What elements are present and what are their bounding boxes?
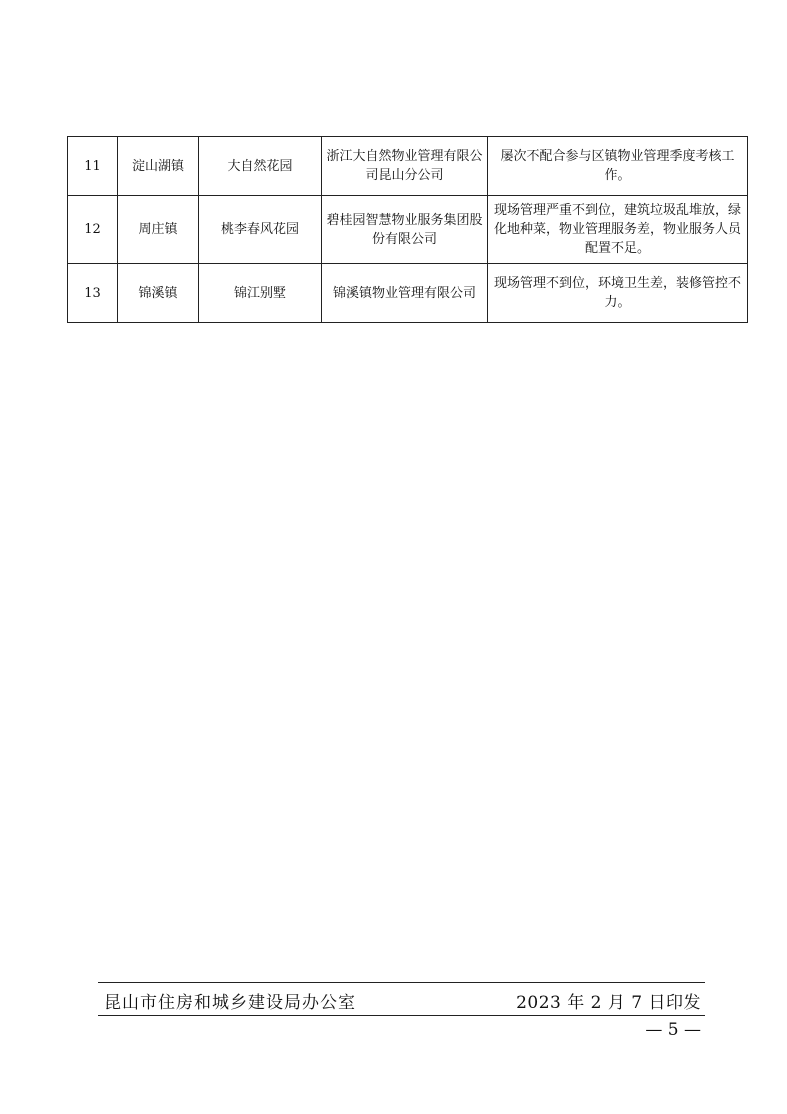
project-cell: 大自然花园 bbox=[199, 137, 322, 196]
print-date: 2023 年 2 月 7 日印发 bbox=[516, 993, 701, 1013]
company-cell: 锦溪镇物业管理有限公司 bbox=[322, 264, 488, 323]
issue-cell: 现场管理不到位，环境卫生差，装修管控不力。 bbox=[488, 264, 748, 323]
town-cell: 淀山湖镇 bbox=[118, 137, 199, 196]
row-number: 11 bbox=[68, 137, 118, 196]
table-row bbox=[68, 264, 748, 323]
company-cell: 浙江大自然物业管理有限公司昆山分公司 bbox=[322, 137, 488, 196]
row-number: 13 bbox=[68, 264, 118, 323]
issuing-office: 昆山市住房和城乡建设局办公室 bbox=[104, 993, 356, 1013]
project-cell: 桃李春风花园 bbox=[199, 196, 322, 264]
row-number: 12 bbox=[68, 196, 118, 264]
company-cell: 碧桂园智慧物业服务集团股份有限公司 bbox=[322, 196, 488, 264]
town-cell: 周庄镇 bbox=[118, 196, 199, 264]
table-row bbox=[68, 196, 748, 264]
project-cell: 锦江别墅 bbox=[199, 264, 322, 323]
rectification-table bbox=[67, 136, 748, 323]
issue-cell: 现场管理严重不到位，建筑垃圾乱堆放，绿化地种菜，物业管理服务差，物业服务人员配置不足。 bbox=[488, 196, 748, 264]
footer-top-rule bbox=[98, 982, 705, 983]
table-row bbox=[68, 137, 748, 196]
issue-cell: 屡次不配合参与区镇物业管理季度考核工作。 bbox=[488, 137, 748, 196]
town-cell: 锦溪镇 bbox=[118, 264, 199, 323]
page-number: — 5 — bbox=[645, 1020, 701, 1040]
footer-bottom-rule bbox=[98, 1015, 705, 1016]
